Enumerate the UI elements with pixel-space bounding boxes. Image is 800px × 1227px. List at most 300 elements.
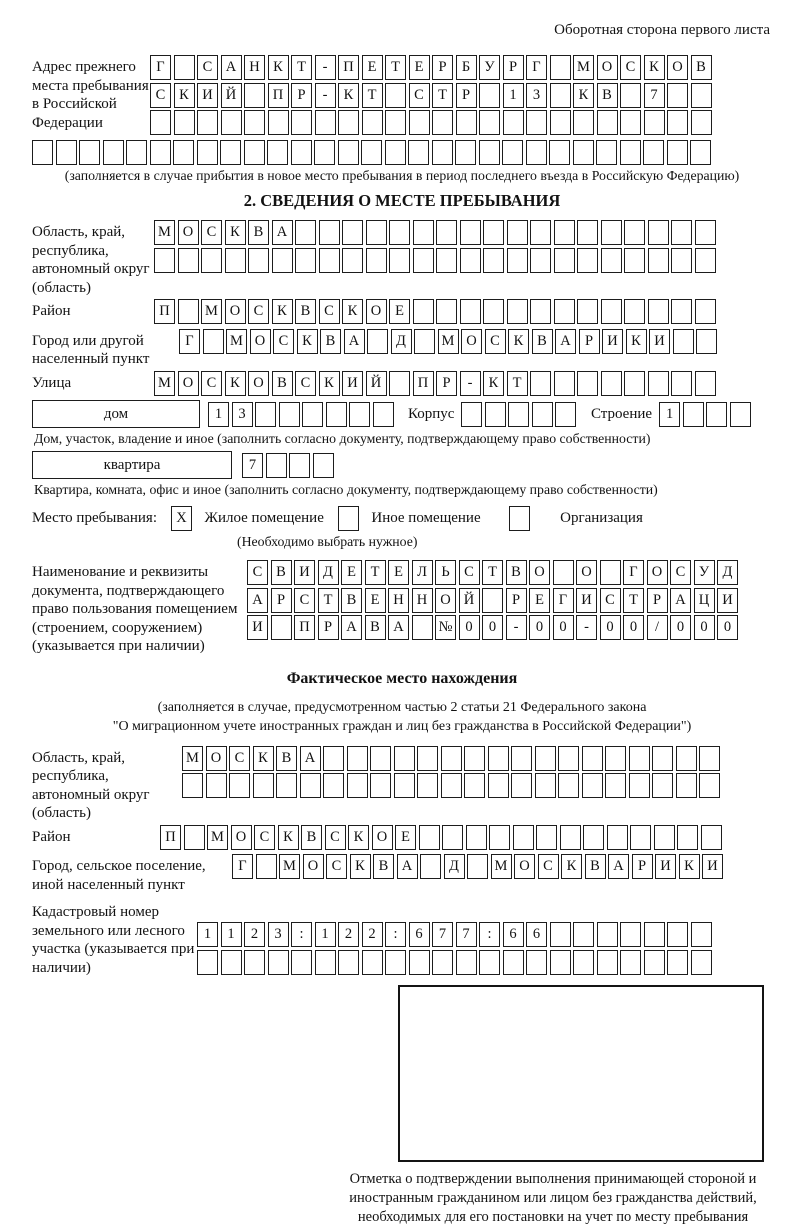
char-cell: Р	[318, 615, 339, 640]
char-cell	[573, 140, 594, 165]
char-cell	[582, 746, 603, 771]
char-cell	[255, 402, 276, 427]
char-cell	[342, 220, 363, 245]
char-cell	[676, 746, 697, 771]
char-cell: Г	[553, 588, 574, 613]
confirmation-stamp-box	[398, 985, 764, 1162]
char-cell	[302, 402, 323, 427]
cadastral-rows	[197, 900, 772, 977]
char-cell	[461, 402, 482, 427]
char-cell: -	[315, 83, 336, 108]
usage-document-rows	[247, 560, 772, 643]
char-cell: В	[295, 299, 316, 324]
char-boxes-row	[150, 55, 772, 80]
char-cell	[554, 299, 575, 324]
char-cell: И	[649, 329, 670, 354]
char-cell: Е	[362, 55, 383, 80]
char-cell: М	[226, 329, 247, 354]
char-cell: Й	[459, 588, 480, 613]
char-cell	[291, 140, 312, 165]
char-cell: /	[647, 615, 668, 640]
char-cell	[455, 140, 476, 165]
char-cell	[648, 371, 669, 396]
char-cell: Т	[432, 83, 453, 108]
char-cell	[605, 746, 626, 771]
actual-city-field	[32, 854, 772, 894]
char-cell	[550, 950, 571, 975]
char-cell: А	[388, 615, 409, 640]
char-cell	[464, 746, 485, 771]
char-cell: О	[461, 329, 482, 354]
char-cell	[414, 329, 435, 354]
char-cell: К	[268, 55, 289, 80]
char-cell	[483, 299, 504, 324]
char-cell	[408, 140, 429, 165]
char-cell	[413, 220, 434, 245]
char-cell: О	[248, 371, 269, 396]
char-cell: О	[529, 560, 550, 585]
char-cell	[667, 140, 688, 165]
char-cell: А	[272, 220, 293, 245]
char-cell	[253, 773, 274, 798]
char-cell	[530, 299, 551, 324]
char-cell	[266, 453, 287, 478]
char-cell	[479, 950, 500, 975]
char-boxes-row	[197, 922, 772, 947]
char-cell	[695, 248, 716, 273]
char-cell	[691, 922, 712, 947]
actual-district-field	[32, 825, 772, 853]
char-cell: 1	[221, 922, 242, 947]
char-cell	[362, 950, 383, 975]
char-cell	[413, 299, 434, 324]
char-cell: В	[506, 560, 527, 585]
char-cell	[197, 110, 218, 135]
prev-address-label: Адрес прежнего места пребывания в Российской Федерации	[32, 59, 149, 131]
char-cell	[413, 248, 434, 273]
char-cell	[513, 825, 534, 850]
char-cell: С	[459, 560, 480, 585]
char-cell	[683, 402, 704, 427]
page-side-note: Оборотная сторона первого листа	[554, 22, 770, 38]
char-boxes-row	[150, 83, 772, 108]
char-cell: 2	[362, 922, 383, 947]
char-cell: Г	[179, 329, 200, 354]
char-cell	[620, 83, 641, 108]
char-cell	[577, 248, 598, 273]
char-cell	[596, 140, 617, 165]
char-cell: 0	[459, 615, 480, 640]
char-cell: А	[555, 329, 576, 354]
char-cell	[174, 110, 195, 135]
char-cell: С	[229, 746, 250, 771]
char-cell: С	[538, 854, 559, 879]
char-boxes-row	[160, 825, 772, 850]
char-cell	[326, 402, 347, 427]
char-cell	[436, 299, 457, 324]
char-cell	[464, 773, 485, 798]
char-cell	[479, 140, 500, 165]
char-cell: С	[325, 825, 346, 850]
char-cell: 6	[409, 922, 430, 947]
char-cell: А	[670, 588, 691, 613]
char-cell	[417, 746, 438, 771]
char-cell	[103, 140, 124, 165]
char-cell	[620, 950, 641, 975]
char-cell: Ь	[435, 560, 456, 585]
char-cell: Е	[529, 588, 550, 613]
char-cell	[182, 773, 203, 798]
char-cell: В	[301, 825, 322, 850]
char-cell: П	[268, 83, 289, 108]
char-cell: В	[272, 371, 293, 396]
char-cell: Й	[366, 371, 387, 396]
char-cell: Н	[412, 588, 433, 613]
char-cell	[554, 371, 575, 396]
checkbox-organization[interactable]	[509, 506, 530, 531]
confirmation-stamp-note: Отметка о подтверждении выполнения принимающей стороной и иностранным гражданином или лицом без гражданства действий, необходимых для его постановки на учет по месту пребывания	[349, 1171, 757, 1225]
char-cell: А	[247, 588, 268, 613]
apartment-row	[32, 451, 772, 479]
char-cell: О	[667, 55, 688, 80]
char-cell: И	[294, 560, 315, 585]
char-cell	[483, 248, 504, 273]
char-cell	[271, 615, 292, 640]
char-cell	[206, 773, 227, 798]
char-cell	[338, 950, 359, 975]
char-cell	[620, 140, 641, 165]
cadastral-label: Кадастровый номер земельного или лесного участка (указывается при наличии)	[32, 904, 195, 976]
char-cell	[56, 140, 77, 165]
stay-type-note: (Необходимо выбрать нужное)	[237, 534, 418, 549]
street-rows	[154, 371, 772, 399]
char-cell	[601, 371, 622, 396]
char-cell: И	[602, 329, 623, 354]
char-cell	[676, 773, 697, 798]
actual-location-note-line2: "О миграционном учете иностранных граждан и лиц без гражданства в Российской Федерации")	[112, 718, 692, 734]
char-cell	[502, 140, 523, 165]
char-cell: Д	[391, 329, 412, 354]
char-cell: К	[278, 825, 299, 850]
char-cell	[460, 299, 481, 324]
char-cell	[409, 950, 430, 975]
char-cell	[573, 922, 594, 947]
char-boxes-row	[154, 299, 772, 324]
char-cell	[695, 299, 716, 324]
char-cell: В	[532, 329, 553, 354]
char-boxes-row	[154, 248, 772, 273]
char-cell	[276, 773, 297, 798]
char-cell: В	[585, 854, 606, 879]
char-cell: К	[644, 55, 665, 80]
char-cell	[389, 371, 410, 396]
char-cell: -	[576, 615, 597, 640]
char-cell	[279, 402, 300, 427]
char-cell: С	[485, 329, 506, 354]
char-cell	[267, 140, 288, 165]
char-cell: В	[320, 329, 341, 354]
char-cell: С	[201, 220, 222, 245]
char-cell: Т	[318, 588, 339, 613]
char-cell: О	[597, 55, 618, 80]
char-cell	[526, 110, 547, 135]
char-cell	[436, 248, 457, 273]
char-cell	[667, 950, 688, 975]
char-cell	[441, 746, 462, 771]
district-rows	[154, 299, 772, 327]
char-cell	[291, 950, 312, 975]
char-cell: 6	[526, 922, 547, 947]
organization-option-label: Организация	[560, 510, 643, 526]
char-cell: Б	[456, 55, 477, 80]
actual-location-note-line1: (заполняется в случае, предусмотренном частью 2 статьи 21 Федерального закона	[157, 699, 647, 715]
char-cell: И	[702, 854, 723, 879]
char-cell	[597, 922, 618, 947]
char-cell: 0	[482, 615, 503, 640]
char-cell: М	[154, 371, 175, 396]
char-cell: 3	[232, 402, 253, 427]
char-cell: В	[276, 746, 297, 771]
char-cell	[201, 248, 222, 273]
char-cell	[488, 773, 509, 798]
char-cell: А	[300, 746, 321, 771]
char-cell: №	[435, 615, 456, 640]
char-cell: Р	[291, 83, 312, 108]
city-label: Город или другой населенный пункт	[32, 332, 150, 367]
char-cell	[244, 950, 265, 975]
char-cell	[706, 402, 727, 427]
char-cell	[671, 371, 692, 396]
district-field	[32, 299, 772, 327]
char-cell	[370, 746, 391, 771]
char-cell: К	[348, 825, 369, 850]
char-cell	[367, 329, 388, 354]
usage-document-label: Наименование и реквизиты документа, подтверждающего право пользования помещением (строением, сооружением) (указывается при наличии)	[32, 564, 238, 654]
char-cell	[412, 615, 433, 640]
char-cell	[485, 402, 506, 427]
char-cell	[526, 950, 547, 975]
char-cell: Р	[579, 329, 600, 354]
char-cell	[644, 922, 665, 947]
char-cell	[483, 220, 504, 245]
char-cell	[268, 950, 289, 975]
char-cell	[488, 746, 509, 771]
char-cell	[549, 140, 570, 165]
char-cell	[620, 110, 641, 135]
actual-location-title: Фактическое место нахождения	[286, 669, 518, 687]
char-cell	[582, 773, 603, 798]
usage-document-field	[32, 560, 772, 656]
char-cell	[272, 248, 293, 273]
char-cell	[550, 922, 571, 947]
char-cell	[671, 220, 692, 245]
actual-district-rows	[160, 825, 772, 853]
prev-address-overflow-row	[32, 140, 772, 165]
char-cell: Р	[436, 371, 457, 396]
char-cell: К	[319, 371, 340, 396]
char-cell: М	[573, 55, 594, 80]
char-cell: И	[197, 83, 218, 108]
char-cell	[203, 329, 224, 354]
char-cell	[530, 371, 551, 396]
checkbox-other-premises[interactable]	[338, 506, 359, 531]
char-cell: О	[225, 299, 246, 324]
char-cell	[248, 248, 269, 273]
char-cell	[32, 140, 53, 165]
actual-city-rows	[232, 854, 772, 882]
char-cell	[173, 140, 194, 165]
street-field	[32, 371, 772, 399]
char-cell	[508, 402, 529, 427]
char-cell	[174, 55, 195, 80]
char-cell	[389, 220, 410, 245]
char-cell	[577, 371, 598, 396]
char-cell: О	[231, 825, 252, 850]
char-cell: С	[197, 55, 218, 80]
char-cell: 7	[456, 922, 477, 947]
char-cell	[560, 825, 581, 850]
char-cell: К	[626, 329, 647, 354]
char-cell	[220, 140, 241, 165]
residential-option-label: Жилое помещение	[204, 510, 324, 526]
char-cell: С	[273, 329, 294, 354]
char-cell	[295, 248, 316, 273]
char-cell: Е	[409, 55, 430, 80]
char-cell: Г	[150, 55, 171, 80]
char-cell	[313, 453, 334, 478]
checkbox-residential[interactable]: X	[171, 506, 192, 531]
region-label: Область, край, республика, автономный округ (область)	[32, 224, 150, 296]
char-boxes-row	[208, 402, 396, 427]
char-cell: Й	[221, 83, 242, 108]
char-cell	[691, 110, 712, 135]
char-cell: 2	[338, 922, 359, 947]
char-cell	[690, 140, 711, 165]
char-cell: 1	[659, 402, 680, 427]
char-cell	[695, 220, 716, 245]
char-cell: Р	[506, 588, 527, 613]
char-cell: А	[397, 854, 418, 879]
char-cell: К	[272, 299, 293, 324]
stroenie-label: Строение	[590, 405, 653, 422]
house-row	[32, 400, 772, 428]
char-cell	[323, 773, 344, 798]
region-field	[32, 220, 772, 297]
char-cell	[550, 110, 571, 135]
char-cell	[526, 140, 547, 165]
char-cell	[342, 248, 363, 273]
char-cell: И	[247, 615, 268, 640]
char-cell: К	[573, 83, 594, 108]
char-cell: В	[271, 560, 292, 585]
char-boxes-row	[154, 371, 772, 396]
char-cell: П	[413, 371, 434, 396]
char-cell	[289, 453, 310, 478]
char-cell: П	[294, 615, 315, 640]
char-cell	[673, 329, 694, 354]
char-cell	[479, 110, 500, 135]
char-cell	[535, 773, 556, 798]
char-cell	[221, 110, 242, 135]
char-cell	[601, 299, 622, 324]
char-cell: М	[207, 825, 228, 850]
char-cell	[511, 746, 532, 771]
apartment-note: Квартира, комната, офис и иное (заполнить согласно документу, подтверждающему право собственности)	[34, 482, 658, 497]
char-cell: В	[691, 55, 712, 80]
char-cell: Р	[456, 83, 477, 108]
char-cell	[597, 110, 618, 135]
char-cell	[432, 140, 453, 165]
char-boxes-row	[182, 746, 772, 771]
char-cell	[629, 773, 650, 798]
char-cell	[629, 746, 650, 771]
char-cell	[229, 773, 250, 798]
char-cell	[652, 746, 673, 771]
char-cell: Р	[503, 55, 524, 80]
char-cell	[583, 825, 604, 850]
char-cell	[482, 588, 503, 613]
char-cell	[268, 110, 289, 135]
char-cell	[244, 83, 265, 108]
char-cell	[699, 746, 720, 771]
prev-address-note: (заполняется в случае прибытия в новое место пребывания в период последнего въезда в Российскую Федерацию)	[64, 168, 740, 183]
char-cell: О	[250, 329, 271, 354]
char-cell: М	[279, 854, 300, 879]
char-cell: Г	[526, 55, 547, 80]
char-cell: И	[655, 854, 676, 879]
char-cell	[624, 248, 645, 273]
char-cell	[197, 950, 218, 975]
char-cell	[695, 371, 716, 396]
char-cell: 1	[208, 402, 229, 427]
char-cell	[79, 140, 100, 165]
char-cell: О	[647, 560, 668, 585]
char-cell: Д	[444, 854, 465, 879]
char-cell: М	[438, 329, 459, 354]
char-cell: 7	[242, 453, 263, 478]
char-cell	[385, 950, 406, 975]
char-cell: К	[253, 746, 274, 771]
char-cell: 0	[623, 615, 644, 640]
char-cell: С	[326, 854, 347, 879]
char-cell: Д	[318, 560, 339, 585]
char-cell	[577, 299, 598, 324]
char-cell: 0	[553, 615, 574, 640]
char-cell	[225, 248, 246, 273]
char-cell	[460, 248, 481, 273]
char-cell	[314, 140, 335, 165]
char-cell: И	[576, 588, 597, 613]
char-cell	[573, 950, 594, 975]
char-cell	[624, 299, 645, 324]
section2-title: 2. СВЕДЕНИЯ О МЕСТЕ ПРЕБЫВАНИЯ	[243, 191, 561, 210]
char-cell: Е	[389, 299, 410, 324]
char-cell	[315, 950, 336, 975]
char-cell: О	[514, 854, 535, 879]
char-cell	[577, 220, 598, 245]
char-cell	[291, 110, 312, 135]
char-cell	[671, 299, 692, 324]
char-cell	[370, 773, 391, 798]
char-cell: 2	[244, 922, 265, 947]
char-cell	[442, 825, 463, 850]
char-cell	[503, 950, 524, 975]
char-cell	[361, 140, 382, 165]
char-cell	[667, 922, 688, 947]
char-cell	[648, 299, 669, 324]
char-cell: А	[608, 854, 629, 879]
actual-district-label: Район	[32, 828, 71, 845]
